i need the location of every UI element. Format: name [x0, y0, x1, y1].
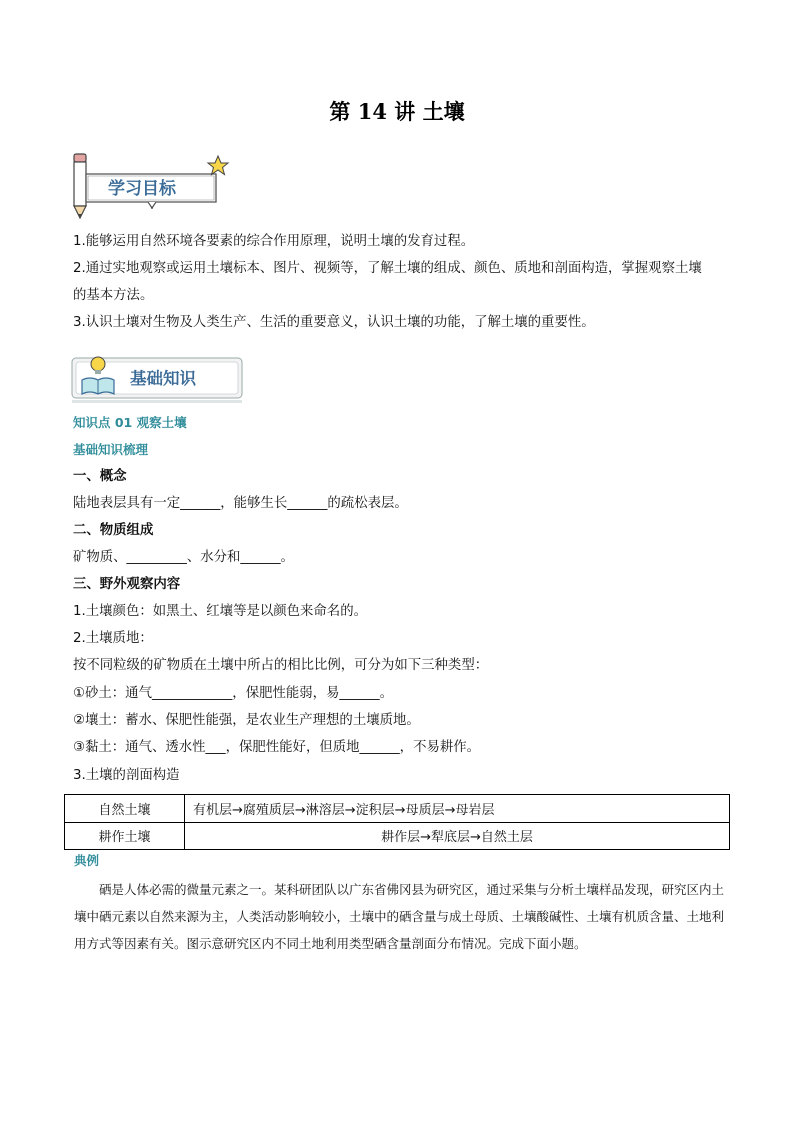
pencil-icon — [74, 154, 86, 218]
knowledge-point-title: 知识点 01 观察土壤 — [73, 415, 187, 430]
star-icon — [208, 156, 228, 175]
table-cell-type: 耕作土壤 — [65, 822, 185, 850]
knowledge-subtitle: 基础知识梳理 — [73, 442, 149, 457]
section-concept-heading: 一、概念 — [73, 469, 127, 484]
table-cell-layers: 耕作层→犁底层→自然土层 — [185, 822, 730, 850]
goal-line-4: 3.认识土壤对生物及人类生产、生活的重要意义，认识土壤的功能，了解土壤的重要性。 — [73, 315, 595, 330]
sandy-soil-text: ①砂土：通气____________，保肥性能弱，易______。 — [73, 686, 393, 701]
section-field-heading: 三、野外观察内容 — [73, 577, 181, 592]
soil-profile-heading: 3.土壤的剖面构造 — [73, 768, 180, 783]
concept-text: 陆地表层具有一定______，能够生长______的疏松表层。 — [73, 496, 408, 511]
basics-badge-label: 基础知识 — [130, 369, 196, 388]
soil-texture-intro: 按不同粒级的矿物质在土壤中所占的相比比例，可分为如下三种类型： — [73, 658, 489, 673]
example-paragraph — [74, 876, 730, 957]
goal-line-1: 1.能够运用自然环境各要素的综合作用原理，说明土壤的发育过程。 — [73, 234, 475, 249]
section-material-heading: 二、物质组成 — [73, 523, 154, 538]
example-label: 典例 — [74, 853, 100, 868]
clay-soil-text: ③黏土：通气、透水性___，保肥性能好，但质地______，不易耕作。 — [73, 740, 481, 755]
table-cell-layers: 有机层→腐殖质层→淋溶层→淀积层→母质层→母岩层 — [185, 795, 730, 823]
loam-soil-text: ②壤土：蓄水、保肥性能强，是农业生产理想的土壤质地。 — [73, 713, 420, 728]
table-row — [65, 795, 730, 823]
table-cell-type: 自然土壤 — [65, 795, 185, 823]
example-text: 硒是人体必需的微量元素之一。某科研团队以广东省佛冈县为研究区，通过采集与分析土壤样品发现，研究区内土壤中硒元素以自然来源为主，人类活动影响较小，土壤中的硒含量与成土母质、土壤酸碱性、土壤有机质含量、土地利用方式等因素有关。图示意研究区内不同土地利用类型硒含量剖面分布情况。完成下面小题。 — [74, 882, 725, 951]
goal-line-3: 的基本方法。 — [73, 288, 154, 303]
basic-knowledge-badge — [70, 350, 246, 406]
soil-profile-table — [64, 794, 730, 850]
page-title: 第 14 讲 土壤 — [329, 99, 465, 124]
goal-line-2: 2.通过实地观察或运用土壤标本、图片、视频等，了解土壤的组成、颜色、质地和剖面构造，掌握观察土壤 — [73, 261, 702, 276]
goals-badge-label: 学习目标 — [108, 179, 176, 199]
soil-color-text: 1.土壤颜色：如黑土、红壤等是以颜色来命名的。 — [73, 604, 367, 619]
table-row — [65, 822, 730, 850]
soil-texture-heading: 2.土壤质地： — [73, 631, 153, 646]
material-text: 矿物质、_________、水分和______。 — [73, 550, 294, 565]
learning-goals-badge — [66, 150, 236, 224]
